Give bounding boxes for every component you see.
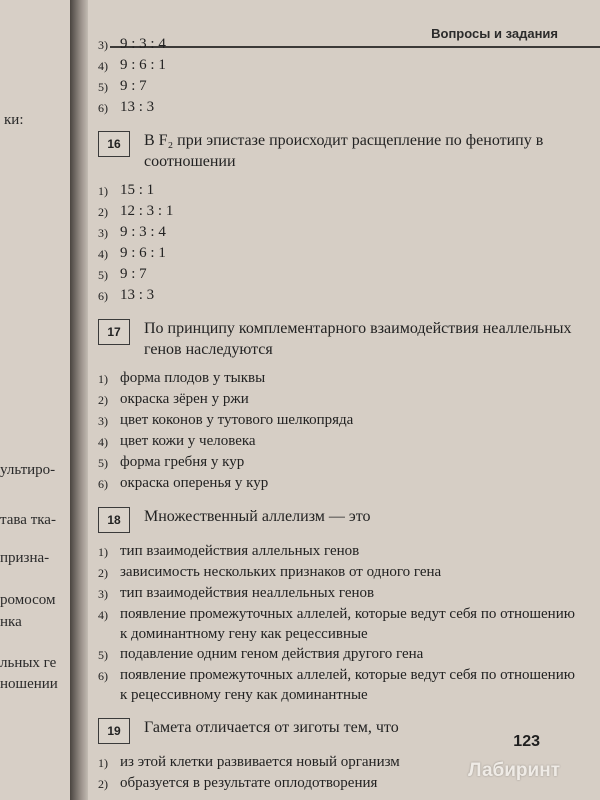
option-text: подавление одним геном действия другого гена — [120, 646, 424, 662]
prev-question-options — [98, 34, 576, 118]
option-number: 1) — [98, 756, 108, 770]
question-text: Гамета отличается от зиготы тем, что — [144, 719, 399, 736]
answer-option — [98, 222, 576, 243]
option-text: тип взаимодействия аллельных генов — [120, 543, 360, 559]
page-number: 123 — [513, 733, 540, 750]
option-number: 4) — [98, 608, 108, 622]
option-text: зависимость нескольких признаков от одного гена — [120, 564, 442, 580]
option-number: 4) — [98, 59, 108, 73]
answer-option — [98, 180, 576, 201]
option-number: 2) — [98, 566, 108, 580]
answer-option — [98, 97, 576, 118]
header-title: Вопросы и задания — [431, 26, 558, 41]
option-number: 3) — [98, 38, 108, 52]
left-fragment: ношении — [0, 676, 58, 692]
answer-option — [98, 264, 576, 285]
answer-option — [98, 541, 576, 562]
book-fold — [70, 0, 90, 800]
option-text: 9 : 7 — [120, 78, 147, 94]
option-text: окраска зёрен у ржи — [120, 391, 249, 407]
option-number: 6) — [98, 669, 108, 683]
option-text: цвет кожи у человека — [120, 433, 256, 449]
answer-option — [98, 431, 576, 452]
left-fragment: призна- — [0, 550, 50, 566]
answer-option — [98, 243, 576, 264]
option-text: 9 : 7 — [120, 266, 147, 282]
option-text: 9 : 3 : 4 — [120, 36, 166, 52]
option-number: 5) — [98, 268, 108, 282]
option-number: 6) — [98, 289, 108, 303]
question-header — [98, 318, 576, 360]
option-text: образуется в результате оплодотворения — [120, 775, 378, 791]
option-text: 9 : 3 : 4 — [120, 224, 166, 240]
question-block — [98, 130, 576, 306]
question-text: Множественный аллелизм — это — [144, 508, 371, 525]
answer-option — [98, 410, 576, 431]
option-number: 1) — [98, 184, 108, 198]
question-number-box: 17 — [98, 319, 130, 345]
option-text: 13 : 3 — [120, 99, 155, 115]
question-number-box: 19 — [98, 718, 130, 744]
answer-option — [98, 285, 576, 306]
option-text: 12 : 3 : 1 — [120, 203, 174, 219]
question-block — [98, 717, 576, 794]
question-block — [98, 506, 576, 705]
answer-option — [98, 55, 576, 76]
option-number: 4) — [98, 435, 108, 449]
option-number: 3) — [98, 414, 108, 428]
option-number: 3) — [98, 587, 108, 601]
answer-option — [98, 644, 576, 665]
left-fragment: льных ге — [0, 655, 57, 671]
answer-option — [98, 665, 576, 705]
answer-option — [98, 583, 576, 604]
option-text: 9 : 6 : 1 — [120, 57, 166, 73]
option-number: 6) — [98, 101, 108, 115]
answer-option — [98, 473, 576, 494]
option-number: 1) — [98, 372, 108, 386]
option-text: цвет коконов у тутового шелкопряда — [120, 412, 354, 428]
option-text: из этой клетки развивается новый организм — [120, 754, 400, 770]
page-content — [98, 34, 576, 794]
option-text: тип взаимодействия неаллельных генов — [120, 585, 375, 601]
questions-list — [98, 130, 576, 794]
option-number: 2) — [98, 393, 108, 407]
question-header — [98, 717, 576, 744]
answer-option — [98, 389, 576, 410]
answer-option — [98, 604, 576, 644]
answer-option — [98, 34, 576, 55]
option-number: 3) — [98, 226, 108, 240]
option-text: окраска оперенья у кур — [120, 475, 269, 491]
answer-option — [98, 76, 576, 97]
left-page — [0, 0, 76, 800]
left-fragment: тава тка- — [0, 512, 56, 528]
option-number: 5) — [98, 456, 108, 470]
option-number: 5) — [98, 80, 108, 94]
option-text: появление промежуточных аллелей, которые ведут себя по отношению к рецессивному гену как доминантные — [120, 667, 575, 703]
answer-option — [98, 452, 576, 473]
left-fragment: ки: — [4, 112, 24, 128]
option-text: 9 : 6 : 1 — [120, 245, 166, 261]
answer-option — [98, 201, 576, 222]
left-fragment: ромосом — [0, 592, 56, 608]
question-text: По принципу комплементарного взаимодействия неаллельных генов наследуются — [144, 320, 572, 358]
answer-options — [98, 541, 576, 705]
option-number: 6) — [98, 477, 108, 491]
option-number: 2) — [98, 777, 108, 791]
option-text: 13 : 3 — [120, 287, 155, 303]
option-text: форма плодов у тыквы — [120, 370, 266, 386]
right-page — [88, 0, 600, 800]
question-header — [98, 130, 576, 172]
option-text: 15 : 1 — [120, 182, 155, 198]
answer-option — [98, 562, 576, 583]
left-fragment: ультиро- — [0, 462, 56, 478]
question-block — [98, 318, 576, 494]
option-number: 4) — [98, 247, 108, 261]
option-number: 5) — [98, 648, 108, 662]
question-header — [98, 506, 576, 533]
answer-options — [98, 368, 576, 494]
option-number: 1) — [98, 545, 108, 559]
watermark-logo: Лабиринт — [468, 760, 560, 781]
option-text: появление промежуточных аллелей, которые ведут себя по отношению к доминантному гену как рецессивные — [120, 606, 575, 642]
option-text: форма гребня у кур — [120, 454, 245, 470]
answer-options — [98, 180, 576, 306]
answer-option — [98, 368, 576, 389]
option-number: 2) — [98, 205, 108, 219]
left-fragment: нка — [0, 614, 22, 630]
question-number-box: 16 — [98, 131, 130, 157]
question-text: В F₂ при эпистазе происходит расщепление по фенотипу в соотношении — [144, 132, 544, 170]
question-number-box: 18 — [98, 507, 130, 533]
